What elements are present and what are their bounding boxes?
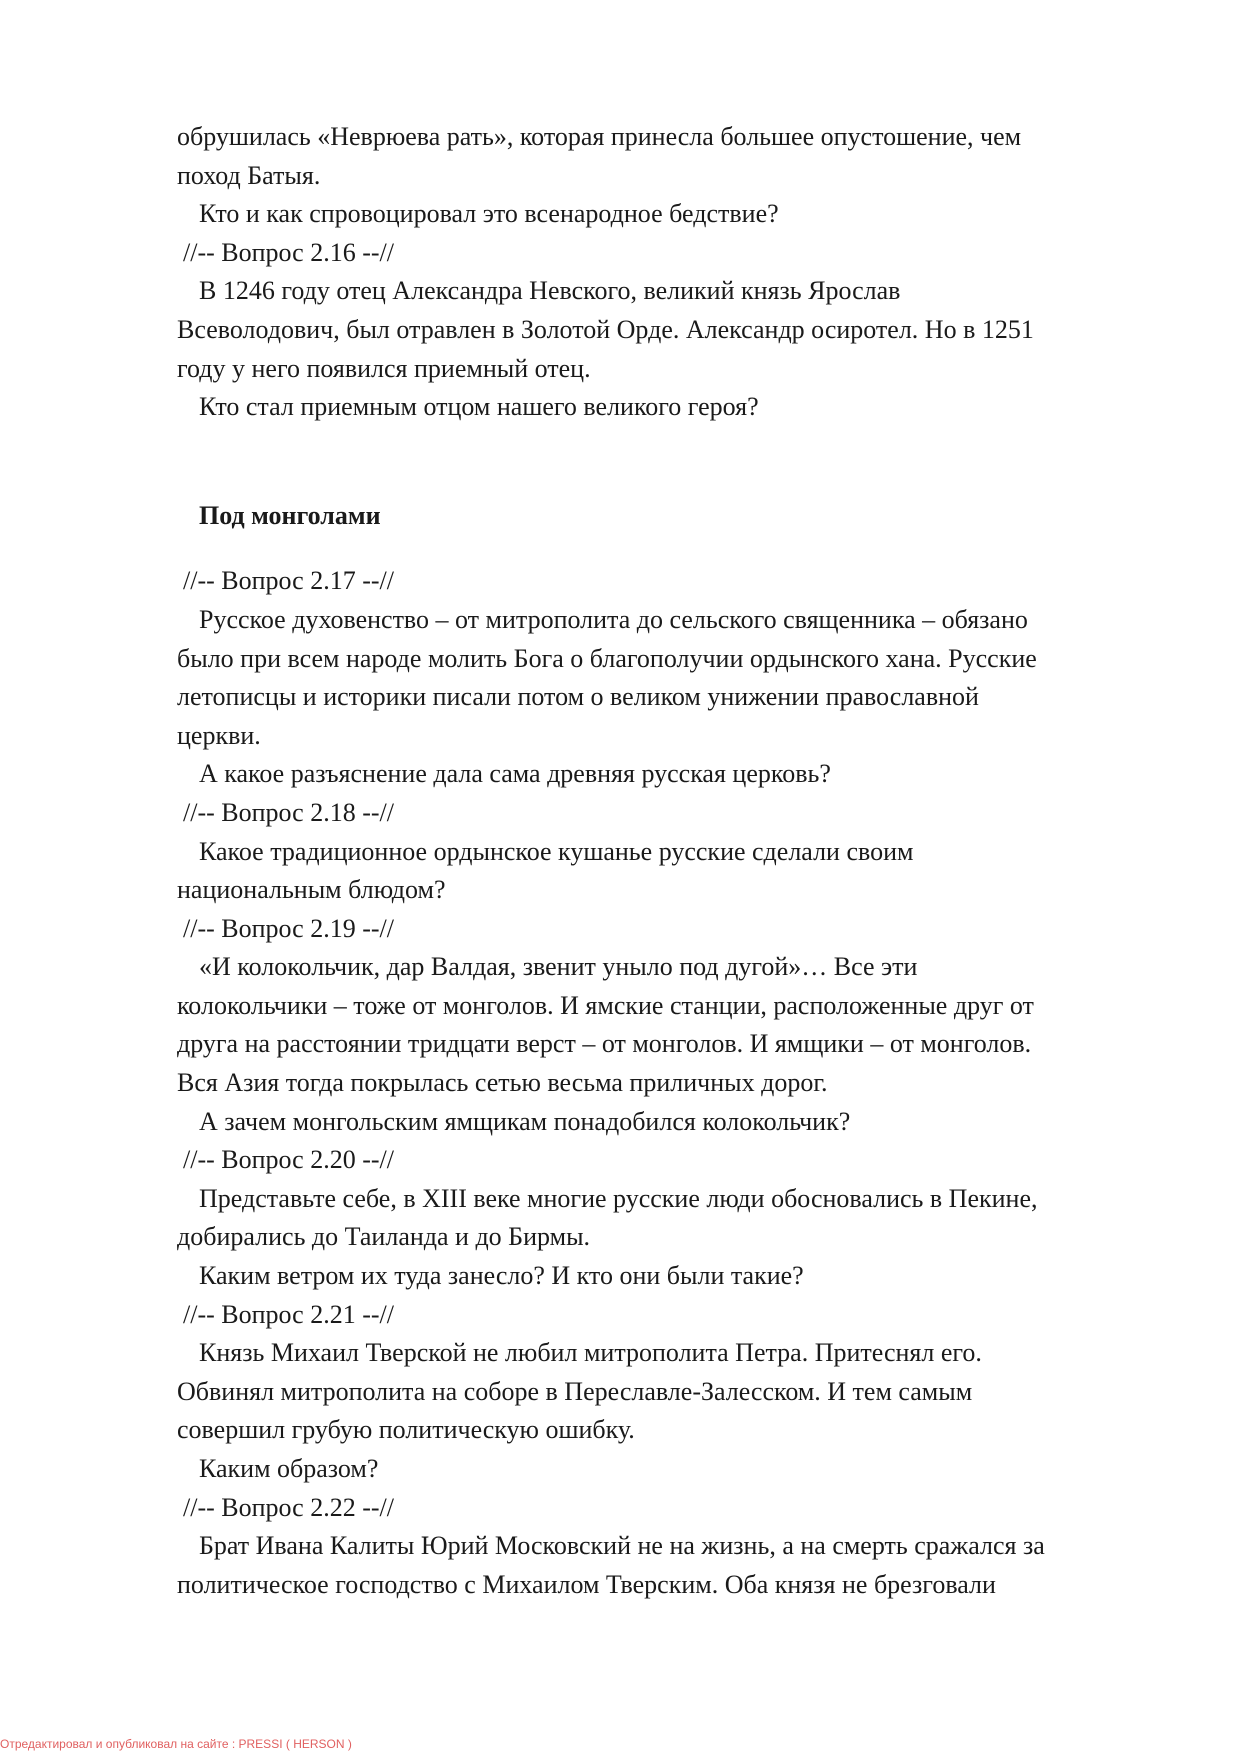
text-line: году у него появился приемный отец. [177,353,591,383]
text-line: церкви. [177,720,261,750]
text-line: Каким образом? [199,1454,379,1483]
text-line: Обвинял митрополита на соборе в Переславле-Залесском. И тем самым [177,1376,973,1406]
text-line: политическое господство с Михаилом Тверским. Оба князя не брезговали [177,1569,996,1599]
text-block-bottom [177,562,1157,1604]
text-line: Представьте себе, в XIII веке многие русские люди обосновались в Пекине, [199,1183,1038,1213]
section-heading: Под монголами [199,500,381,530]
text-line: Кто стал приемным отцом нашего великого героя? [199,392,759,422]
text-line: Каким ветром их туда занесло? И кто они были такие? [199,1261,804,1291]
text-line: совершил грубую политическую ошибку. [177,1415,635,1445]
text-line: А какое разъяснение дала сама древняя русская церковь? [199,759,831,789]
text-line: колокольчики – тоже от монголов. И ямские станции, расположенные друг от [177,990,1034,1020]
text-line: обрушилась «Неврюева рать», которая принесла большее опустошение, чем [177,122,1022,151]
spacer [177,535,1157,562]
text-line: Князь Михаил Тверской не любил митрополита Петра. Притеснял его. [199,1338,982,1368]
text-line: Всеволодович, был отравлен в Золотой Орде. Александр осиротел. Но в 1251 [177,314,1034,344]
text-line: «И колокольчик, дар Валдая, звенит уныло под дугой»… Все эти [199,952,918,982]
spacer [177,427,1157,497]
question-marker: //-- Вопрос 2.20 --// [183,1145,394,1175]
question-marker: //-- Вопрос 2.17 --// [183,566,394,596]
question-marker: //-- Вопрос 2.22 --// [183,1492,394,1522]
text-line: добирались до Таиланда и до Бирмы. [177,1222,591,1252]
text-line: Вся Азия тогда покрылась сетью весьма приличных дорог. [177,1068,828,1098]
footer-credit: Отредактировал и опубликовал на сайте : PRESSI ( HERSON ) [0,1737,352,1751]
text-line: друга на расстоянии тридцати верст – от монголов. И ямщики – от монголов. [177,1029,1032,1059]
question-marker: //-- Вопрос 2.21 --// [183,1299,394,1329]
text-line: Брат Ивана Калиты Юрий Московский не на жизнь, а на смерть сражался за [199,1531,1045,1561]
text-line: летописцы и историки писали потом о великом унижении православной [177,682,979,712]
question-marker: //-- Вопрос 2.18 --// [183,797,394,827]
text-line: А зачем монгольским ямщикам понадобился колокольчик? [199,1106,851,1136]
question-marker: //-- Вопрос 2.19 --// [183,913,394,943]
text-line: В 1246 году отец Александра Невского, великий князь Ярослав [199,276,901,306]
text-line: было при всем народе молить Бога о благополучии ордынского хана. Русские [177,643,1037,673]
text-line: национальным блюдом? [177,875,446,905]
text-line: Русское духовенство – от митрополита до сельского священника – обязано [199,604,1028,634]
question-marker: //-- Вопрос 2.16 --// [183,237,394,267]
text-line: Кто и как спровоцировал это всенародное бедствие? [199,199,779,229]
text-line: поход Батыя. [177,160,321,190]
text-line: Какое традиционное ордынское кушанье русские сделали своим [199,836,914,866]
document-page [177,118,1157,1604]
text-block-top [177,118,1157,427]
